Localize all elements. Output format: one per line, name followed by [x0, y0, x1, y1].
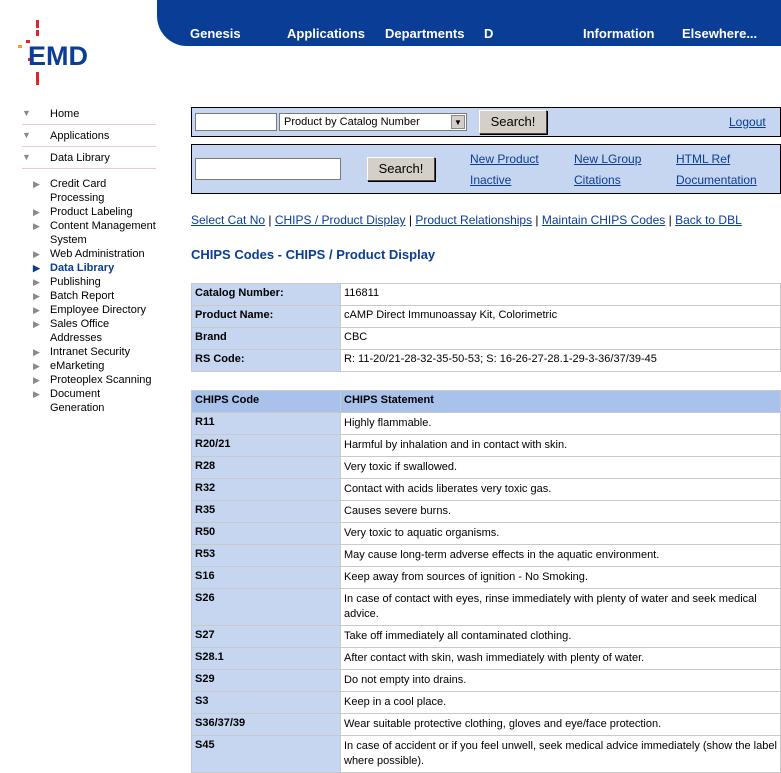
chips-codes-table: [191, 390, 781, 773]
sidebar-sub-label: Data Library: [50, 262, 115, 274]
sidebar-sub-item[interactable]: [22, 359, 156, 373]
chips-statement: Take off immediately all contaminated clothing.: [341, 626, 781, 648]
table-row: [192, 648, 781, 670]
chips-statement: Very toxic if swallowed.: [341, 457, 781, 479]
inactive-link[interactable]: Inactive: [470, 173, 512, 187]
chips-statement: Wear suitable protective clothing, gloves and eye/face protection.: [341, 714, 781, 736]
nav-elsewhere[interactable]: Elsewhere...: [682, 26, 758, 41]
chips-statement: Contact with acids liberates very toxic gas.: [341, 479, 781, 501]
nav-genesis[interactable]: Genesis: [190, 26, 241, 41]
chips-statement: Do not empty into drains.: [341, 670, 781, 692]
product-search-button[interactable]: Search!: [367, 157, 435, 181]
chips-code: R32: [192, 479, 341, 501]
sidebar-sub-label: Product Labeling: [50, 206, 133, 218]
triangle-down-icon: ▼: [22, 108, 31, 118]
sidebar-top-label: Applications: [50, 130, 110, 142]
info-key: RS Code:: [192, 350, 341, 372]
table-row: [192, 589, 781, 626]
sidebar-sub-label: Sales Office Addresses: [50, 318, 110, 344]
sidebar-sub-item[interactable]: [22, 345, 156, 359]
chips-code: R35: [192, 501, 341, 523]
sidebar-sub-item[interactable]: [22, 275, 156, 289]
table-row: [192, 626, 781, 648]
sidebar-sub-item[interactable]: [22, 387, 156, 415]
triangle-right-icon: ▶: [33, 305, 40, 315]
chips-statement: Very toxic to aquatic organisms.: [341, 523, 781, 545]
chevron-down-icon[interactable]: ▼: [451, 115, 465, 129]
sidebar-sub-item[interactable]: [22, 177, 156, 205]
sidebar-sub-label: eMarketing: [50, 360, 105, 372]
triangle-right-icon: ▶: [33, 361, 40, 371]
chips-statement: Causes severe burns.: [341, 501, 781, 523]
logout-link[interactable]: Logout: [729, 115, 766, 129]
table-row: [192, 306, 781, 328]
nav-applications[interactable]: Applications: [287, 26, 366, 41]
page-links: Select Cat No | CHIPS / Product Display | Product Relationships | Maintain CHIPS Codes | Back to DBL: [191, 213, 742, 227]
chips-statement: In case of accident or if you feel unwell, seek medical advice immediately (show the label where possible).: [341, 736, 781, 773]
sidebar-sub-label: Proteoplex Scanning: [50, 374, 152, 386]
triangle-right-icon: ▶: [33, 207, 40, 217]
table-header-row: [192, 391, 781, 413]
sidebar-sub-item[interactable]: [22, 205, 156, 219]
triangle-right-icon: ▶: [33, 221, 40, 231]
chips-code: S45: [192, 736, 341, 773]
chips-code: S16: [192, 567, 341, 589]
table-row: [192, 457, 781, 479]
html-ref-link[interactable]: HTML Ref: [676, 152, 731, 166]
documentation-link[interactable]: Documentation: [676, 173, 757, 187]
info-key: Brand: [192, 328, 341, 350]
nav-information[interactable]: Information: [583, 26, 655, 41]
chips-statement: Highly flammable.: [341, 413, 781, 435]
svg-text:EMD: EMD: [28, 41, 88, 71]
select-cat-no-link[interactable]: Select Cat No: [191, 213, 266, 227]
chips-code: R53: [192, 545, 341, 567]
sidebar-sub-item[interactable]: [22, 317, 156, 345]
table-row: [192, 523, 781, 545]
chips-statement: Harmful by inhalation and in contact with skin.: [341, 435, 781, 457]
triangle-down-icon: ▼: [22, 152, 31, 162]
product-search-bar: [191, 144, 781, 194]
info-value: CBC: [341, 328, 781, 350]
chips-product-display-link[interactable]: CHIPS / Product Display: [274, 213, 406, 227]
sidebar-sub-label: Web Administration: [50, 248, 145, 260]
chips-code: R20/21: [192, 435, 341, 457]
chips-statement: May cause long-term adverse effects in the aquatic environment.: [341, 545, 781, 567]
emd-logo: [14, 18, 92, 88]
sidebar-sub-item[interactable]: [22, 219, 156, 247]
chips-code: S3: [192, 692, 341, 714]
info-value: cAMP Direct Immunoassay Kit, Colorimetric: [341, 306, 781, 328]
table-row: [192, 501, 781, 523]
sidebar-top-item[interactable]: [22, 125, 156, 147]
sidebar-sub-label: Document Generation: [50, 388, 105, 414]
top-nav: [157, 0, 781, 46]
sidebar-sub-item[interactable]: [22, 303, 156, 317]
chips-code: S28.1: [192, 648, 341, 670]
chips-code: S29: [192, 670, 341, 692]
nav-d[interactable]: D: [484, 26, 494, 41]
table-row: [192, 413, 781, 435]
sidebar: [22, 103, 156, 415]
chips-code: R50: [192, 523, 341, 545]
table-row: [192, 284, 781, 306]
sidebar-sub-label: Batch Report: [50, 290, 115, 302]
sidebar-sub-label: Credit Card Processing: [50, 178, 107, 204]
sidebar-sub-item[interactable]: [22, 289, 156, 303]
search-type-value: Product by Catalog Number: [284, 116, 420, 128]
sidebar-sub-label: Publishing: [50, 276, 101, 288]
product-relationships-link[interactable]: Product Relationships: [415, 213, 533, 227]
new-product-link[interactable]: New Product: [470, 152, 539, 166]
triangle-right-icon: ▶: [33, 389, 40, 399]
triangle-right-icon: ▶: [33, 179, 40, 189]
table-row: [192, 736, 781, 773]
sidebar-sub-label: Intranet Security: [50, 346, 131, 358]
triangle-right-icon: ▶: [33, 347, 40, 357]
triangle-right-icon: ▶: [33, 263, 40, 273]
table-row: [192, 545, 781, 567]
chips-code: S26: [192, 589, 341, 626]
table-row: [192, 714, 781, 736]
new-lgroup-link[interactable]: New LGroup: [574, 152, 642, 166]
header-chips-code: CHIPS Code: [192, 391, 341, 413]
sidebar-top-item[interactable]: [22, 103, 156, 125]
sidebar-top-label: Data Library: [50, 152, 110, 164]
nav-departments[interactable]: Departments: [385, 26, 465, 41]
catalog-search-button[interactable]: Search!: [479, 110, 547, 134]
chips-statement: Keep in a cool place.: [341, 692, 781, 714]
chips-statement: Keep away from sources of ignition - No Smoking.: [341, 567, 781, 589]
catalog-search-bar: [191, 107, 781, 137]
table-row: [192, 328, 781, 350]
chips-code: S36/37/39: [192, 714, 341, 736]
table-row: [192, 479, 781, 501]
catalog-search-input[interactable]: [195, 113, 277, 131]
citations-link[interactable]: Citations: [574, 173, 621, 187]
chips-code: R28: [192, 457, 341, 479]
table-row: [192, 435, 781, 457]
chips-statement: After contact with skin, wash immediately with plenty of water.: [341, 648, 781, 670]
product-search-input[interactable]: [195, 158, 341, 180]
table-row: [192, 350, 781, 372]
chips-code: S27: [192, 626, 341, 648]
sidebar-top-item[interactable]: [22, 147, 156, 169]
triangle-right-icon: ▶: [33, 319, 40, 329]
triangle-right-icon: ▶: [33, 291, 40, 301]
sidebar-sub-label: Content Management System: [50, 220, 156, 246]
info-key: Product Name:: [192, 306, 341, 328]
info-value: R: 11-20/21-28-32-35-50-53; S: 16-26-27-28.1-29-3-36/37/39-45: [341, 350, 781, 372]
triangle-right-icon: ▶: [33, 277, 40, 287]
table-row: [192, 692, 781, 714]
sidebar-sub-label: Employee Directory: [50, 304, 146, 316]
info-key: Catalog Number:: [192, 284, 341, 306]
page-title: CHIPS Codes - CHIPS / Product Display: [191, 247, 436, 262]
chips-statement: In case of contact with eyes, rinse immediately with plenty of water and seek medical advice.: [341, 589, 781, 626]
triangle-right-icon: ▶: [33, 249, 40, 259]
search-type-select[interactable]: [279, 113, 467, 131]
header-chips-statement: CHIPS Statement: [341, 391, 781, 413]
triangle-down-icon: ▼: [22, 130, 31, 140]
sidebar-sub-item[interactable]: [22, 261, 156, 275]
table-row: [192, 567, 781, 589]
sidebar-sub-item[interactable]: [22, 373, 156, 387]
triangle-right-icon: ▶: [33, 375, 40, 385]
product-info-table: [191, 283, 781, 372]
info-value: 116811: [341, 284, 781, 306]
sidebar-sub-item[interactable]: [22, 247, 156, 261]
chips-code: R11: [192, 413, 341, 435]
back-to-dbl-link[interactable]: Back to DBL: [675, 213, 742, 227]
maintain-chips-codes-link[interactable]: Maintain CHIPS Codes: [541, 213, 666, 227]
table-row: [192, 670, 781, 692]
sidebar-top-label: Home: [50, 108, 80, 120]
